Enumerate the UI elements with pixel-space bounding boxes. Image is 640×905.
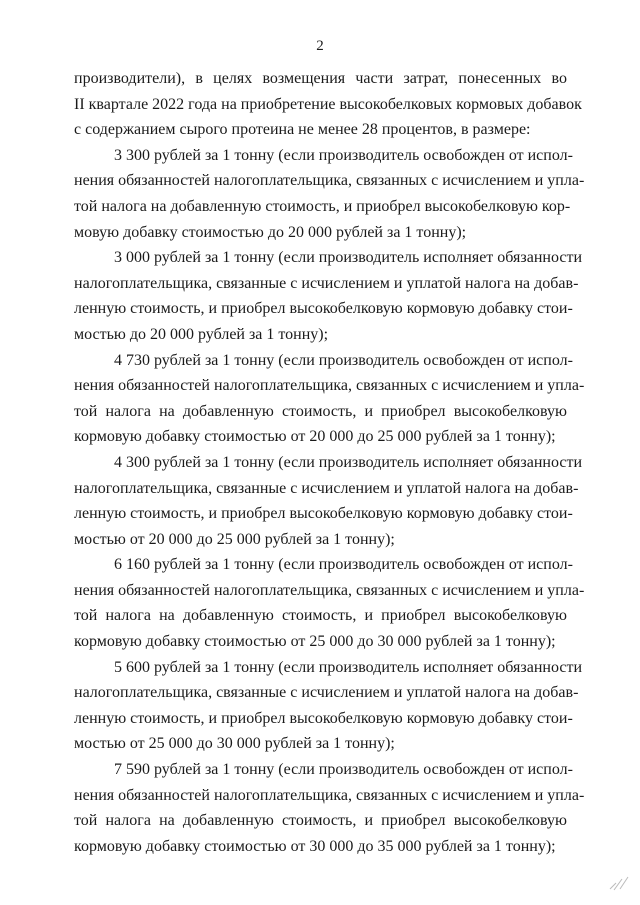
text-line: 7 590 рублей за 1 тонну (если производитель освобожден от испол- xyxy=(114,761,573,779)
text-line: с содержанием сырого протеина не менее 28 процентов, в размере: xyxy=(74,121,531,139)
text-line: 4 300 рублей за 1 тонну (если производитель исполняет обязанности xyxy=(114,453,582,471)
text-line: кормовую добавку стоимостью от 20 000 до 25 000 рублей за 1 тонну); xyxy=(74,428,556,446)
text-line: 3 300 рублей за 1 тонну (если производитель освобожден от испол- xyxy=(114,146,573,164)
text-line: той налога на добавленную стоимость, и приобрел высокобелковую xyxy=(74,402,567,420)
text-line: мостью от 20 000 до 25 000 рублей за 1 тонну); xyxy=(74,530,395,548)
text-line: той налога на добавленную стоимость, и приобрел высокобелковую кор- xyxy=(74,197,571,215)
page-number: 2 xyxy=(316,38,324,54)
text-line: нения обязанностей налогоплательщика, связанных с исчислением и упла- xyxy=(74,377,585,395)
text-line: 3 000 рублей за 1 тонну (если производитель исполняет обязанности xyxy=(114,249,582,267)
text-line: налогоплательщика, связанные с исчислением и уплатой налога на добав- xyxy=(74,274,579,292)
text-line: ленную стоимость, и приобрел высокобелковую кормовую добавку стои- xyxy=(74,505,573,523)
text-line: 6 160 рублей за 1 тонну (если производитель освобожден от испол- xyxy=(114,556,573,574)
text-line: производители), в целях возмещения части затрат, понесенных во xyxy=(74,70,567,87)
text-line: 4 730 рублей за 1 тонну (если производитель освобожден от испол- xyxy=(114,351,573,369)
paragraph-rate-7590 xyxy=(74,757,585,859)
paragraph-rate-3300 xyxy=(74,143,585,245)
text-line: кормовую добавку стоимостью от 25 000 до 30 000 рублей за 1 тонну); xyxy=(74,633,556,651)
document-body xyxy=(74,66,585,859)
scan-mark xyxy=(608,873,630,891)
paragraph-intro xyxy=(74,66,582,143)
text-line: мостью до 20 000 рублей за 1 тонну); xyxy=(74,325,329,343)
text-line: мовую добавку стоимостью до 20 000 рублей за 1 тонну); xyxy=(74,223,467,241)
text-line: ленную стоимость, и приобрел высокобелковую кормовую добавку стои- xyxy=(74,300,573,318)
paragraph-rate-3000 xyxy=(74,245,582,347)
text-line: той налога на добавленную стоимость, и приобрел высокобелковую xyxy=(74,812,567,830)
paragraph-rate-4730 xyxy=(74,348,585,450)
paragraph-rate-4300 xyxy=(74,450,582,552)
text-line: той налога на добавленную стоимость, и приобрел высокобелковую xyxy=(74,607,567,625)
text-line: 5 600 рублей за 1 тонну (если производитель исполняет обязанности xyxy=(114,658,582,676)
text-line: нения обязанностей налогоплательщика, связанных с исчислением и упла- xyxy=(74,786,585,804)
text-line: II квартале 2022 года на приобретение высокобелковых кормовых добавок xyxy=(74,95,582,113)
text-line: налогоплательщика, связанные с исчислением и уплатой налога на добав- xyxy=(74,479,579,497)
text-line: мостью от 25 000 до 30 000 рублей за 1 тонну); xyxy=(74,735,395,753)
paragraph-rate-5600 xyxy=(74,655,582,757)
text-line: нения обязанностей налогоплательщика, связанных с исчислением и упла- xyxy=(74,172,585,190)
text-line: налогоплательщика, связанные с исчислением и уплатой налога на добав- xyxy=(74,684,579,702)
text-line: нения обязанностей налогоплательщика, связанных с исчислением и упла- xyxy=(74,581,585,599)
text-line: ленную стоимость, и приобрел высокобелковую кормовую добавку стои- xyxy=(74,709,573,727)
text-line: кормовую добавку стоимостью от 30 000 до 35 000 рублей за 1 тонну); xyxy=(74,837,556,855)
paragraph-rate-6160 xyxy=(74,552,585,654)
